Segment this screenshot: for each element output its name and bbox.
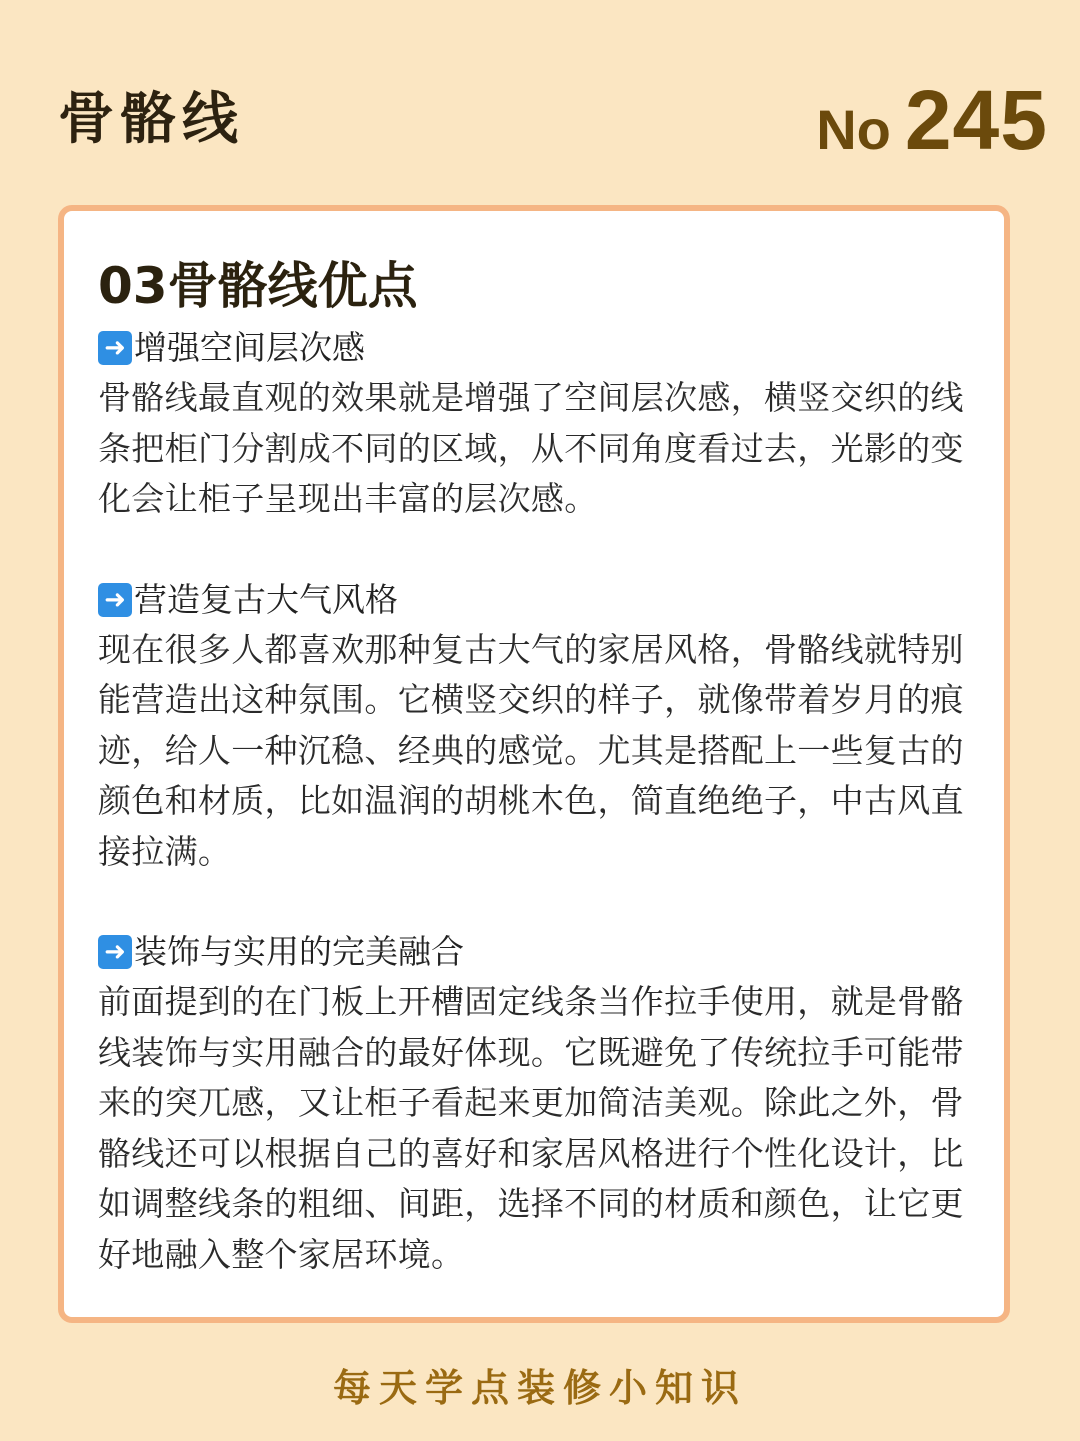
section-body: 骨骼线最直观的效果就是增强了空间层次感，横竖交织的线条把柜门分割成不同的区域，从不同角度看过去，光影的变化会让柜子呈现出丰富的层次感。 (98, 378, 964, 518)
section-layering (98, 323, 972, 525)
topic-title: 骨骼线 (58, 87, 244, 152)
section-heading (98, 575, 972, 625)
arrow-right-icon: ➜ (98, 331, 132, 365)
issue-number-badge (816, 72, 1048, 169)
content-card (58, 205, 1010, 1323)
section-body: 前面提到的在门板上开槽固定线条当作拉手使用，就是骨骼线装饰与实用融合的最好体现。它既避免了传统拉手可能带来的突兀感，又让柜子看起来更加简洁美观。除此之外，骨骼线还可以根据自己的喜好和家居风格进行个性化设计，比如调整线条的粗细、间距，选择不同的材质和颜色，让它更好地融入整个家居环境。 (98, 982, 964, 1274)
section-heading (98, 927, 972, 977)
card-title: 03骨骼线优点 (98, 257, 418, 315)
section-heading-text: 装饰与实用的完美融合 (134, 932, 464, 971)
footer-slogan: 每天学点装修小知识 (332, 1366, 747, 1410)
section-body: 现在很多人都喜欢那种复古大气的家居风格，骨骼线就特别能营造出这种氛围。它横竖交织的样子，就像带着岁月的痕迹，给人一种沉稳、经典的感觉。尤其是搭配上一些复古的颜色和材质，比如温润的胡桃木色，简直绝绝子，中古风直接拉满。 (98, 629, 964, 871)
section-heading (98, 323, 972, 373)
arrow-right-icon: ➜ (98, 935, 132, 969)
issue-number: 245 (904, 73, 1048, 167)
section-retro-style (98, 575, 972, 878)
arrow-right-icon: ➜ (98, 583, 132, 617)
section-decor-function (98, 927, 972, 1280)
section-heading-text: 增强空间层次感 (134, 328, 365, 367)
section-heading-text: 营造复古大气风格 (134, 579, 398, 619)
issue-prefix: No (816, 98, 891, 161)
